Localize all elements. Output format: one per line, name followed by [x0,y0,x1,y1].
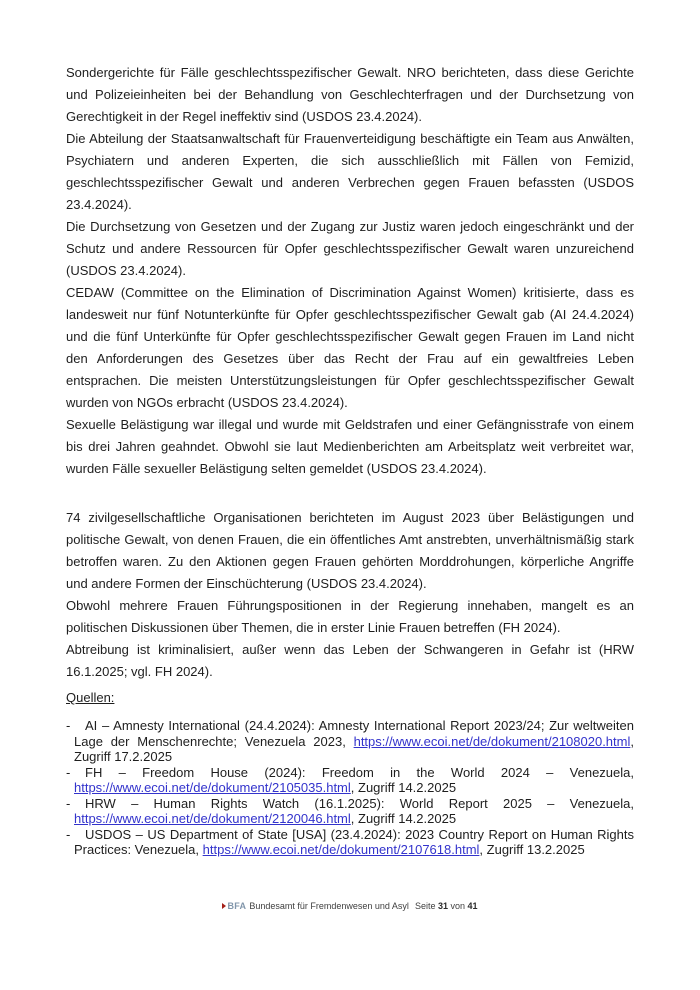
list-dash: - [66,826,71,842]
source-text: HRW – Human Rights Watch (16.1.2025): World Report 2025 – Venezuela, [85,795,634,811]
page-footer [0,900,700,912]
footer-of-label: von [450,901,466,911]
source-text: AI – Amnesty International (24.4.2024): Amnesty International Report 2023/24; Zur weltweiten Lage der Menschenrechte; Venezuela 2023, [74,718,634,749]
source-text: , Zugriff 14.2.2025 [350,780,457,795]
body-paragraph: CEDAW (Committee on the Elimination of Discrimination Against Women) kritisierte, dass es landesweit nur fünf Notunterkünfte für Opfer geschlechtsspezifischer Gewalt gab (AI 24.4.2024) und die fünf Unterkünfte für Opfer geschlechtsspezifischer Gewalt gegen Frauen im Land nicht den Anforderungen des Gesetzes über das Recht der Frau auf ein gewaltfreies Leben entsprachen. Die meisten Unterstützungsleistungen für Opfer geschlechtsspezifischer Gewalt wurden von NGOs erbracht (USDOS 23.4.2024). [66,285,634,410]
document-content [66,62,634,858]
list-dash: - [66,718,71,733]
footer-page-info [415,901,478,911]
source-link-ecoi[interactable]: https://www.ecoi.net/de/dokument/2108020.html [353,733,631,749]
footer-page-current: 31 [437,901,448,911]
footer-page-total: 41 [467,901,478,911]
bfa-logo [222,900,246,912]
body-paragraph: Abtreibung ist kriminalisiert, außer wenn das Leben der Schwangeren in Gefahr ist (HRW 16.1.2025; vgl. FH 2024). [66,642,634,679]
bfa-logo-triangle-icon [222,903,226,909]
source-item [66,827,634,858]
body-paragraph: Sexuelle Belästigung war illegal und wurde mit Geldstrafen und einer Gefängnisstrafe von einem bis drei Jahren geahndet. Obwohl sie laut Medienberichten am Arbeitsplatz weit verbreitet war, wurden Fälle sexueller Belästigung selten gemeldet (USDOS 23.4.2024). [66,417,634,476]
source-link-ecoi[interactable]: https://www.ecoi.net/de/dokument/2107618.html [202,842,480,857]
source-text: USDOS – US Department of State [USA] (23.4.2024): 2023 Country Report on Human Rights Practices: Venezuela, [74,826,634,857]
source-text: , Zugriff 13.2.2025 [479,842,585,857]
source-text: , Zugriff 17.2.2025 [74,733,634,764]
body-paragraph: Obwohl mehrere Frauen Führungspositionen in der Regierung innehaben, mangelt es an politischen Diskussionen über Themen, die in erster Linie Frauen betreffen (FH 2024). [66,598,634,635]
body-paragraph: Die Durchsetzung von Gesetzen und der Zugang zur Justiz waren jedoch eingeschränkt und der Schutz und andere Ressourcen für Opfer geschlechtsspezifischer Gewalt waren unzureichend (USDOS 23.4.2024). [66,219,634,278]
source-link-ecoi[interactable]: https://www.ecoi.net/de/dokument/2120046.html [74,811,351,826]
source-text: FH – Freedom House (2024): Freedom in the World 2024 – Venezuela, [85,764,634,780]
source-link-ecoi[interactable]: https://www.ecoi.net/de/dokument/2105035.html [74,780,351,795]
body-paragraph: Sondergerichte für Fälle geschlechtsspezifischer Gewalt. NRO berichteten, dass diese Gerichte und Polizeieinheiten bei der Behandlung von Geschlechterfragen und der Durchsetzung von Gerechtigkeit in der Regel ineffektiv sind (USDOS 23.4.2024). [66,65,634,124]
source-item [66,765,634,796]
source-item [66,718,634,765]
bfa-logo-text: BFA [227,901,247,911]
footer-office-name: Bundesamt für Fremdenwesen und Asyl [249,901,409,911]
source-text: , Zugriff 14.2.2025 [350,811,457,826]
body-paragraph: 74 zivilgesellschaftliche Organisationen berichteten im August 2023 über Belästigungen und politische Gewalt, von denen Frauen, die ein öffentliches Amt anstrebten, unverhältnismäßig stark betroffen waren. Zu den Aktionen gegen Frauen gehörten Morddrohungen, körperliche Angriffe und andere Formen der Einschüchterung (USDOS 23.4.2024). [66,510,634,591]
list-dash: - [66,795,71,811]
list-dash: - [66,764,71,780]
body-paragraph: Die Abteilung der Staatsanwaltschaft für Frauenverteidigung beschäftigte ein Team aus Anwälten, Psychiatern und anderen Experten, die sich ausschließlich mit Fällen von Femizid, geschlechtsspezifischer Gewalt und anderen Verbrechen gegen Frauen befassten (USDOS 23.4.2024). [66,131,634,212]
source-item [66,796,634,827]
sources-heading: Quellen: [66,690,115,705]
paragraph-spacer [66,480,634,507]
footer-page-label: Seite [414,901,436,911]
